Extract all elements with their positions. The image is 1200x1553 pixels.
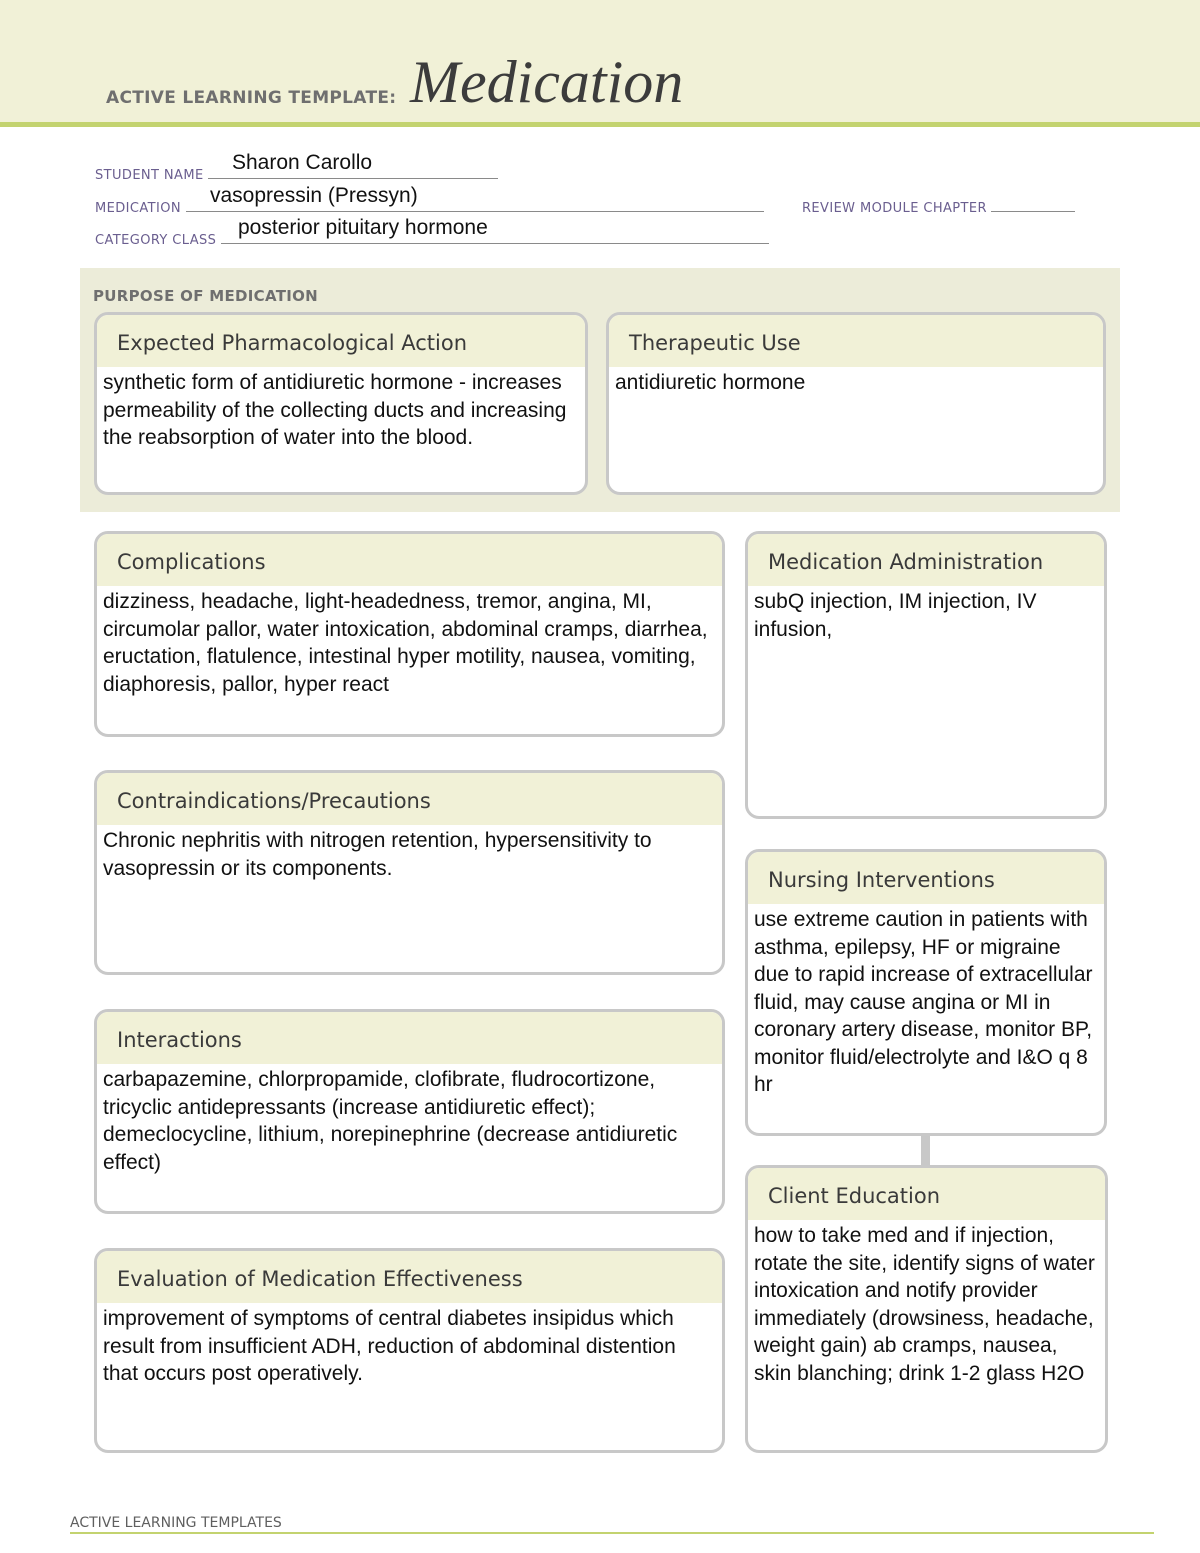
header-divider <box>0 122 1200 127</box>
complications-text[interactable]: dizziness, headache, light-headedness, tremor, angina, MI, circumolar pallor, water intoxication, abdominal cramps, diarrhea, eructation, flatulence, intestinal hyper motility, nausea, vomiting, diaphoresis, pallor, hyper react <box>103 590 708 696</box>
review-chapter-row <box>802 199 1075 216</box>
contraindications-box <box>94 770 725 975</box>
administration-box <box>745 531 1107 819</box>
category-class-field[interactable]: posterior pituitary hormone <box>238 216 488 239</box>
client-education-heading: Client Education <box>748 1168 1105 1220</box>
template-label: ACTIVE LEARNING TEMPLATE: <box>106 88 397 108</box>
page-title: Medication <box>410 49 684 115</box>
evaluation-box <box>94 1248 725 1453</box>
category-class-label: CATEGORY CLASS <box>95 233 217 248</box>
contraindications-text[interactable]: Chronic nephritis with nitrogen retention, hypersensitivity to vasopressin or its components. <box>103 829 652 880</box>
complications-box <box>94 531 725 737</box>
review-chapter-label: REVIEW MODULE CHAPTER <box>802 201 987 216</box>
therapeutic-use-box <box>606 312 1106 495</box>
review-chapter-field[interactable] <box>991 199 1075 212</box>
medication-label: MEDICATION <box>95 201 181 216</box>
medication-field[interactable]: vasopressin (Pressyn) <box>210 184 418 207</box>
expected-action-text[interactable]: synthetic form of antidiuretic hormone - increases permeability of the collecting ducts and increasing the reabsorption of water into the blood. <box>103 371 567 449</box>
contraindications-heading: Contraindications/Precautions <box>97 773 722 825</box>
therapeutic-use-text[interactable]: antidiuretic hormone <box>615 371 806 394</box>
client-education-box <box>745 1165 1108 1453</box>
footer-divider <box>70 1532 1154 1534</box>
student-name-field[interactable]: Sharon Carollo <box>232 151 373 174</box>
interactions-box <box>94 1009 725 1214</box>
expected-action-box <box>94 312 588 495</box>
evaluation-text[interactable]: improvement of symptoms of central diabetes insipidus which result from insufficient ADH, reduction of abdominal distention that occurs post operatively. <box>103 1307 676 1385</box>
footer-label: ACTIVE LEARNING TEMPLATES <box>70 1515 282 1531</box>
client-education-text[interactable]: how to take med and if injection, rotate the site, identify signs of water intoxication and notify provider immediately (drowsiness, headache, weight gain) ab cramps, nausea, skin blanching; drink 1-2 glass H2O <box>754 1224 1095 1385</box>
expected-action-heading: Expected Pharmacological Action <box>97 315 585 367</box>
administration-heading: Medication Administration <box>748 534 1104 586</box>
administration-text[interactable]: subQ injection, IM injection, IV infusion, <box>754 590 1037 641</box>
nursing-interventions-text[interactable]: use extreme caution in patients with asthma, epilepsy, HF or migraine due to rapid increase of extracellular fluid, may cause angina or MI in coronary artery disease, monitor BP, monitor fluid/electrolyte and I&O q 8 hr <box>754 908 1093 1096</box>
interactions-heading: Interactions <box>97 1012 722 1064</box>
box-connector <box>921 1134 930 1166</box>
student-name-label: STUDENT NAME <box>95 168 204 183</box>
medication-row <box>95 199 764 216</box>
interactions-text[interactable]: carbapazemine, chlorpropamide, clofibrate, fludrocortizone, tricyclic antidepressants (increase antidiuretic effect); demeclocycline, lithium, norepinephrine (decrease antidiuretic effect) <box>103 1068 678 1174</box>
nursing-interventions-box <box>745 849 1107 1136</box>
nursing-interventions-heading: Nursing Interventions <box>748 852 1104 904</box>
purpose-title: PURPOSE OF MEDICATION <box>93 287 319 305</box>
therapeutic-use-heading: Therapeutic Use <box>609 315 1103 367</box>
evaluation-heading: Evaluation of Medication Effectiveness <box>97 1251 722 1303</box>
complications-heading: Complications <box>97 534 722 586</box>
